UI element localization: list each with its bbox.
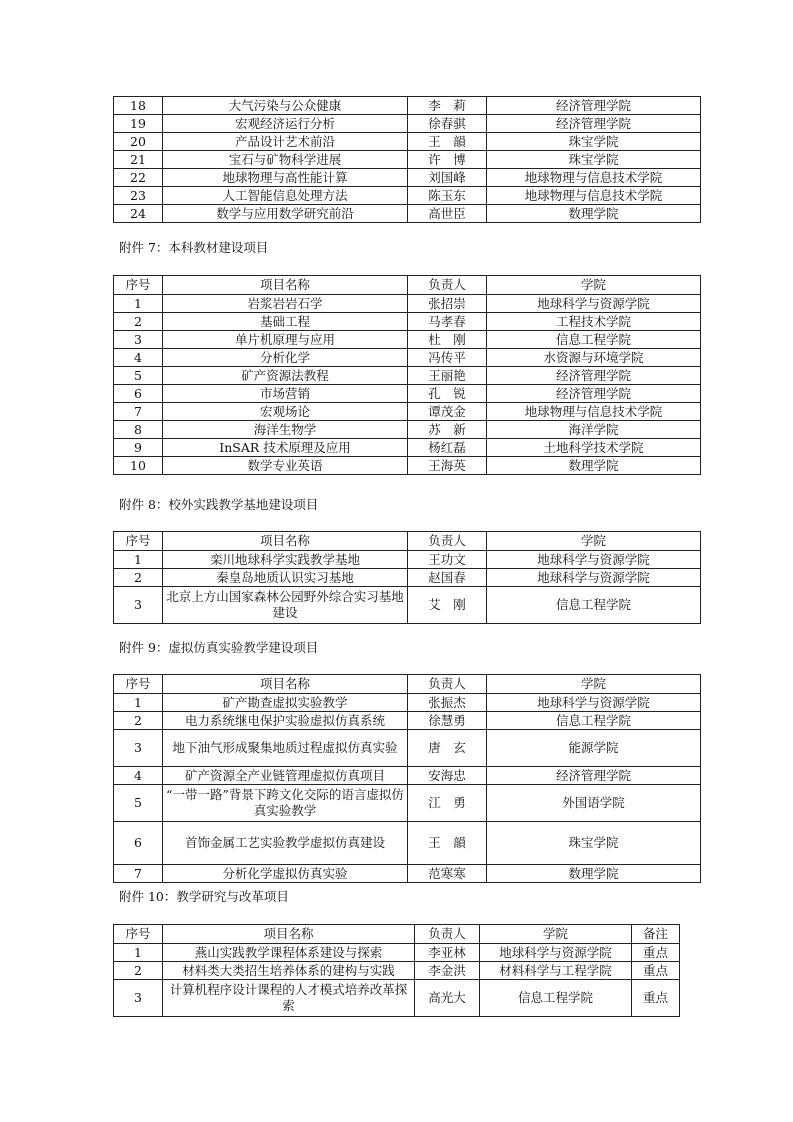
cell-name: 矿产资源全产业链管理虚拟仿真项目 [163,767,408,785]
cell-college: 经济管理学院 [487,385,701,403]
cell-lead: 唐 玄 [408,730,487,767]
attachment-10-caption: 附件 10：教学研究与改革项目 [119,889,289,904]
header-index: 序号 [114,675,163,694]
header-college: 学院 [480,925,632,944]
cell-college: 数理学院 [487,865,701,883]
cell-name: 岩浆岩岩石学 [163,295,408,313]
header-college: 学院 [487,675,701,694]
table-row [114,133,701,151]
attachment-7-caption: 附件 7：本科教材建设项目 [119,240,269,255]
cell-lead: 冯传平 [408,349,487,367]
cell-index: 9 [114,439,163,457]
cell-college: 地球科学与资源学院 [480,944,632,962]
cell-lead: 王功文 [408,551,487,569]
cell-college: 经济管理学院 [487,367,701,385]
cell-index: 20 [114,133,163,151]
cell-college: 地球物理与信息技术学院 [487,187,701,205]
header-row [114,925,680,944]
cell-college: 地球科学与资源学院 [487,551,701,569]
table-row [114,785,701,822]
table-row [114,151,701,169]
table-row [114,331,701,349]
cell-lead: 艾 刚 [408,587,487,624]
table-row [114,457,701,475]
table-row [114,367,701,385]
cell-index: 7 [114,865,163,883]
table-continuation [113,96,701,223]
table-row [114,587,701,624]
cell-name: 北京上方山国家森林公园野外综合实习基地建设 [163,587,408,624]
cell-index: 2 [114,313,163,331]
table-row [114,115,701,133]
table-row [114,403,701,421]
cell-index: 6 [114,822,163,865]
table-row [114,313,701,331]
cell-name: 电力系统继电保护实验虚拟仿真系统 [163,712,408,730]
cell-name: 分析化学 [163,349,408,367]
cell-college: 珠宝学院 [487,822,701,865]
header-note: 备注 [632,925,680,944]
cell-name: 矿产资源法教程 [163,367,408,385]
cell-index: 3 [114,587,163,624]
table-header-9 [114,675,701,694]
cell-college: 数理学院 [487,457,701,475]
cell-index: 18 [114,97,163,115]
cell-name: 市场营销 [163,385,408,403]
cell-college: 能源学院 [487,730,701,767]
header-index: 序号 [114,276,163,295]
cell-name: 宏观场论 [163,403,408,421]
cell-index: 3 [114,980,163,1017]
cell-index: 7 [114,403,163,421]
cell-college: 地球物理与信息技术学院 [487,403,701,421]
cell-college: 珠宝学院 [487,133,701,151]
cell-college: 珠宝学院 [487,151,701,169]
cell-name: 宝石与矿物科学进展 [163,151,408,169]
cell-lead: 王海英 [408,457,487,475]
cell-name: 栾川地球科学实践教学基地 [163,551,408,569]
cell-lead: 苏 新 [408,421,487,439]
header-name: 项目名称 [163,675,408,694]
table-body-9 [114,694,701,883]
cell-lead: 张招崇 [408,295,487,313]
cell-index: 1 [114,295,163,313]
cell-index: 3 [114,331,163,349]
cell-index: 22 [114,169,163,187]
cell-name: “一带一路”背景下跨文化交际的语言虚拟仿真实验教学 [163,785,408,822]
table-row [114,730,701,767]
cell-lead: 赵国春 [408,569,487,587]
table-row [114,439,701,457]
table-body-10 [114,944,680,1017]
cell-name: 燕山实践教学课程体系建设与探索 [163,944,415,962]
table-row [114,385,701,403]
table-row [114,187,701,205]
cell-lead: 杨红磊 [408,439,487,457]
table-attachment-8 [113,531,701,624]
cell-lead: 李亚林 [415,944,480,962]
table-row [114,551,701,569]
cell-lead: 李金洪 [415,962,480,980]
cell-index: 19 [114,115,163,133]
table-row [114,349,701,367]
cell-college: 经济管理学院 [487,97,701,115]
cell-college: 外国语学院 [487,785,701,822]
table-continuation-body [114,97,701,223]
cell-lead: 王 韻 [408,822,487,865]
header-lead: 负责人 [408,532,487,551]
cell-college: 信息工程学院 [480,980,632,1017]
cell-name: 数学与应用数学研究前沿 [163,205,408,223]
cell-name: 产品设计艺术前沿 [163,133,408,151]
cell-note: 重点 [632,944,680,962]
cell-college: 数理学院 [487,205,701,223]
cell-college: 地球科学与资源学院 [487,694,701,712]
table-row [114,569,701,587]
header-college: 学院 [487,276,701,295]
cell-index: 5 [114,367,163,385]
cell-college: 海洋学院 [487,421,701,439]
cell-index: 1 [114,551,163,569]
table-row [114,822,701,865]
table-row [114,767,701,785]
cell-index: 4 [114,767,163,785]
cell-college: 经济管理学院 [487,115,701,133]
table-row [114,944,680,962]
cell-college: 信息工程学院 [487,712,701,730]
header-college: 学院 [487,532,701,551]
cell-note: 重点 [632,980,680,1017]
cell-college: 水资源与环境学院 [487,349,701,367]
table-body-7 [114,295,701,475]
cell-lead: 陈玉东 [408,187,487,205]
table-header-7 [114,276,701,295]
cell-lead: 江 勇 [408,785,487,822]
cell-lead: 马孝春 [408,313,487,331]
cell-lead: 刘国峰 [408,169,487,187]
cell-college: 经济管理学院 [487,767,701,785]
table-attachment-10 [113,924,680,1017]
cell-lead: 谭茂金 [408,403,487,421]
cell-index: 8 [114,421,163,439]
cell-index: 2 [114,962,163,980]
header-row [114,532,701,551]
cell-college: 信息工程学院 [487,331,701,349]
cell-name: 矿产勘查虚拟实验教学 [163,694,408,712]
cell-lead: 高世臣 [408,205,487,223]
cell-lead: 李 莉 [408,97,487,115]
cell-lead: 徐春骐 [408,115,487,133]
header-row [114,675,701,694]
header-name: 项目名称 [163,532,408,551]
cell-name: 计算机程序设计课程的人才模式培养改革探索 [163,980,415,1017]
cell-lead: 王丽艳 [408,367,487,385]
table-attachment-9 [113,674,701,883]
cell-index: 1 [114,694,163,712]
cell-lead: 范寒寒 [408,865,487,883]
table-row [114,980,680,1017]
cell-index: 10 [114,457,163,475]
header-name: 项目名称 [163,925,415,944]
cell-note: 重点 [632,962,680,980]
table-body-8 [114,551,701,624]
cell-college: 信息工程学院 [487,587,701,624]
header-index: 序号 [114,925,163,944]
cell-name: 分析化学虚拟仿真实验 [163,865,408,883]
cell-name: 地球物理与高性能计算 [163,169,408,187]
table-row [114,962,680,980]
table-header-10 [114,925,680,944]
cell-index: 4 [114,349,163,367]
cell-lead: 高光大 [415,980,480,1017]
header-lead: 负责人 [408,276,487,295]
table-row [114,865,701,883]
attachment-8-caption: 附件 8：校外实践教学基地建设项目 [119,497,319,512]
cell-index: 3 [114,730,163,767]
cell-name: 单片机原理与应用 [163,331,408,349]
cell-name: 首饰金属工艺实验教学虚拟仿真建设 [163,822,408,865]
cell-index: 2 [114,712,163,730]
header-lead: 负责人 [408,675,487,694]
cell-lead: 孔 锐 [408,385,487,403]
cell-name: 大气污染与公众健康 [163,97,408,115]
cell-name: 数学专业英语 [163,457,408,475]
cell-name: 宏观经济运行分析 [163,115,408,133]
cell-name: 秦皇岛地质认识实习基地 [163,569,408,587]
cell-index: 5 [114,785,163,822]
cell-name: InSAR 技术原理及应用 [163,439,408,457]
attachment-9-caption: 附件 9：虚拟仿真实验教学建设项目 [119,640,319,655]
header-row [114,276,701,295]
table-row [114,712,701,730]
cell-name: 材料类大类招生培养体系的建构与实践 [163,962,415,980]
cell-index: 1 [114,944,163,962]
table-row [114,169,701,187]
cell-college: 材料科学与工程学院 [480,962,632,980]
header-lead: 负责人 [415,925,480,944]
cell-lead: 安海忠 [408,767,487,785]
cell-college: 地球科学与资源学院 [487,295,701,313]
cell-lead: 杜 刚 [408,331,487,349]
cell-college: 土地科学技术学院 [487,439,701,457]
table-row [114,295,701,313]
table-row [114,205,701,223]
cell-college: 地球物理与信息技术学院 [487,169,701,187]
header-name: 项目名称 [163,276,408,295]
cell-name: 人工智能信息处理方法 [163,187,408,205]
table-row [114,694,701,712]
table-row [114,97,701,115]
cell-lead: 许 博 [408,151,487,169]
header-index: 序号 [114,532,163,551]
cell-college: 工程技术学院 [487,313,701,331]
cell-index: 24 [114,205,163,223]
cell-lead: 王 韻 [408,133,487,151]
cell-index: 23 [114,187,163,205]
cell-index: 6 [114,385,163,403]
cell-index: 21 [114,151,163,169]
table-attachment-7 [113,275,701,475]
table-row [114,421,701,439]
cell-name: 海洋生物学 [163,421,408,439]
cell-college: 地球科学与资源学院 [487,569,701,587]
cell-name: 地下油气形成聚集地质过程虚拟仿真实验 [163,730,408,767]
cell-name: 基础工程 [163,313,408,331]
cell-lead: 张振杰 [408,694,487,712]
table-header-8 [114,532,701,551]
cell-index: 2 [114,569,163,587]
cell-lead: 徐慧勇 [408,712,487,730]
